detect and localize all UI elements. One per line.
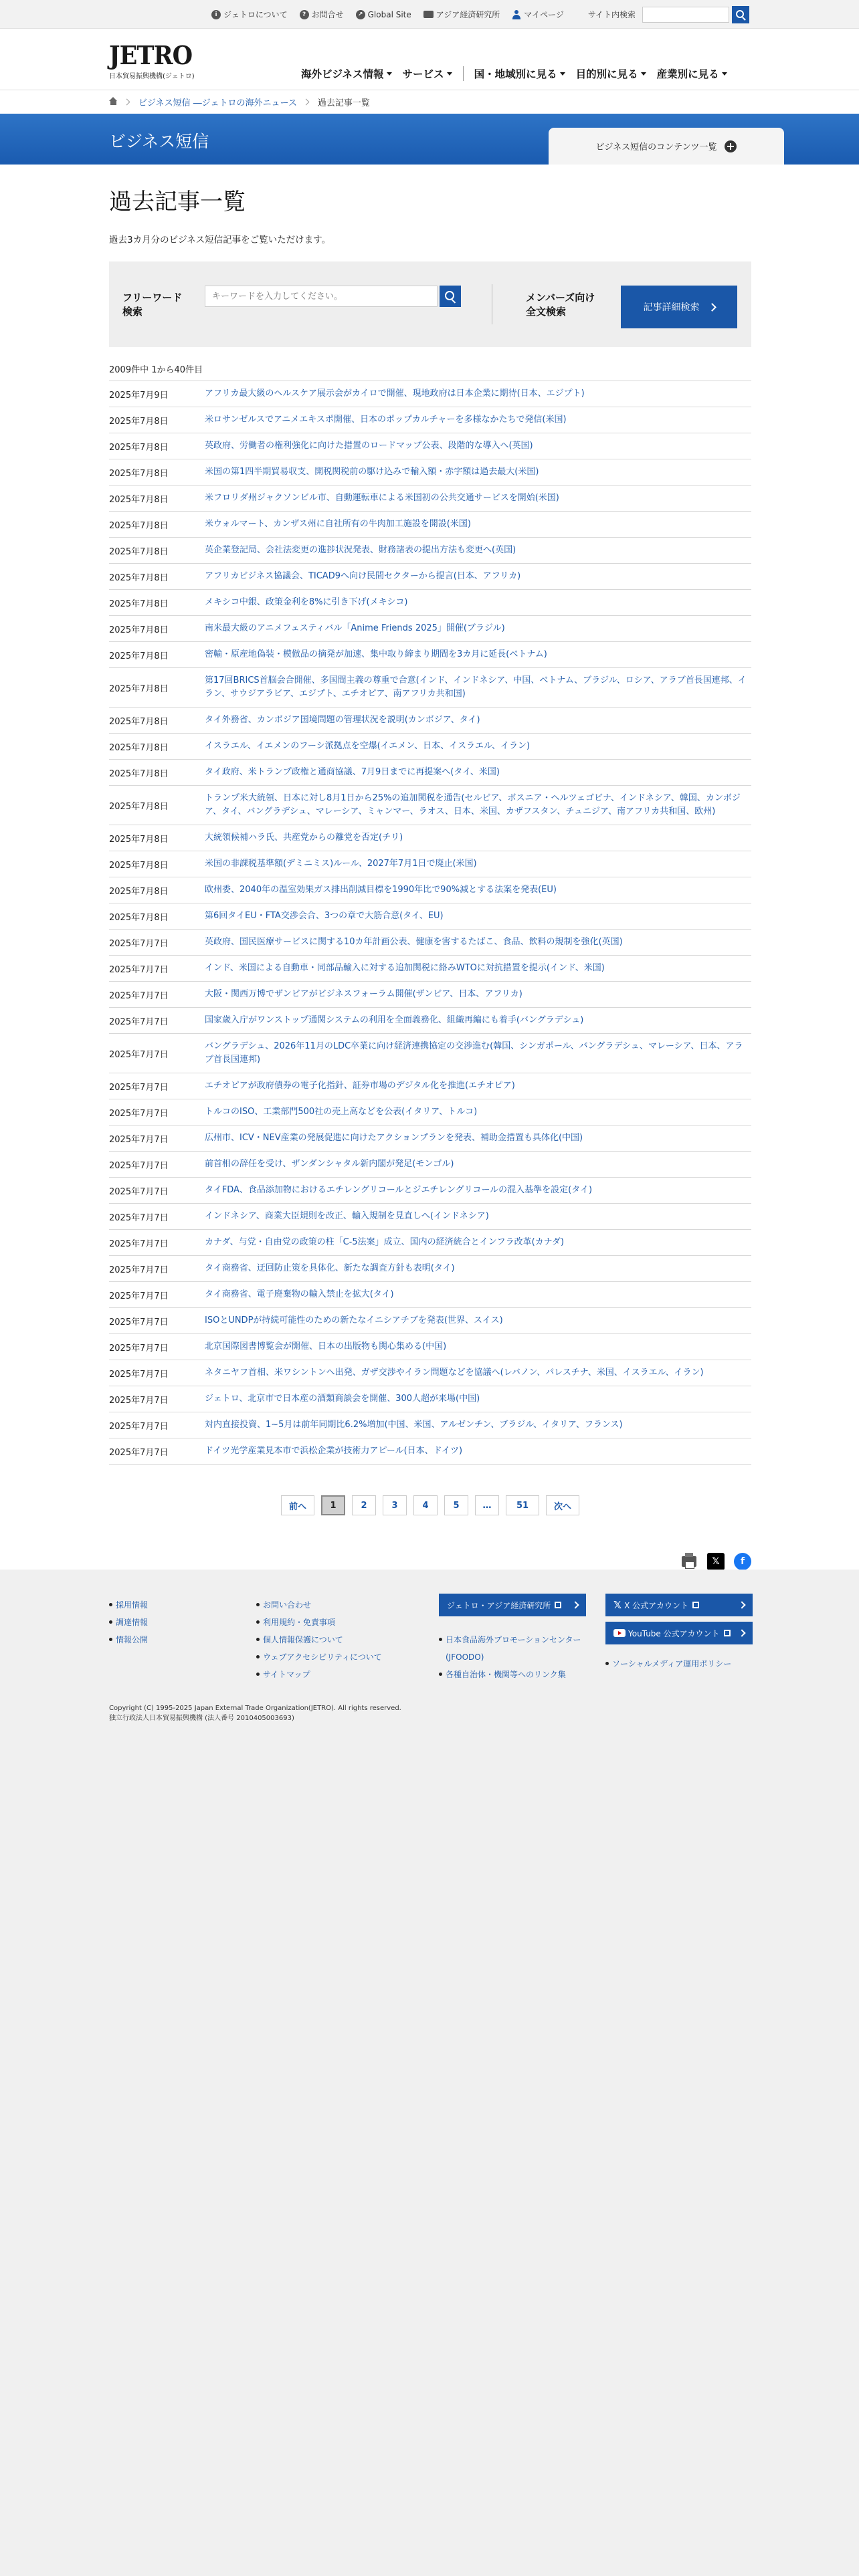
article-link[interactable]: ISOとUNDPが持続可能性のための新たなイニシアチブを発表(世界、スイス) <box>205 1315 503 1325</box>
footer <box>0 1570 859 2576</box>
article-link[interactable]: アフリカ最大級のヘルスケア展示会がカイロで開催、現地政府は日本企業に期待(日本、エジプト) <box>205 389 585 399</box>
card-icon <box>423 11 434 18</box>
article-row <box>109 1360 751 1386</box>
article-link[interactable]: 第6回タイEU・FTA交渉会合、3つの章で大筋合意(タイ、EU) <box>205 911 444 921</box>
contents-list-tab[interactable]: ビジネス短信のコンテンツ一覧 <box>549 128 784 165</box>
article-row <box>109 1099 751 1125</box>
article-date: 2025年7月8日 <box>109 860 169 871</box>
article-row <box>109 1152 751 1178</box>
article-date: 2025年7月8日 <box>109 834 169 845</box>
article-link[interactable]: 対内直接投資、1~5月は前年同期比6.2%増加(中国、米国、アルゼンチン、ブラジル、イタリア、フランス) <box>205 1420 623 1430</box>
footer-link-links[interactable]: 各種自治体・機関等へのリンク集 <box>439 1666 593 1683</box>
article-date: 2025年7月7日 <box>109 1160 169 1171</box>
article-date: 2025年7月7日 <box>109 1186 169 1197</box>
footer-link-sns-policy[interactable]: ソーシャルメディア運用ポリシー <box>605 1655 731 1673</box>
article-row <box>109 877 751 903</box>
caret-down-icon <box>641 72 646 76</box>
article-date: 2025年7月7日 <box>109 1343 169 1354</box>
gnav-by-region[interactable]: 国・地域別に見る <box>469 66 571 81</box>
article-date: 2025年7月7日 <box>109 1082 169 1093</box>
article-row <box>109 512 751 538</box>
gnav-by-purpose[interactable]: 目的別に見る <box>571 66 652 81</box>
info-icon: i <box>211 10 221 19</box>
article-link[interactable]: タイ政府、米トランプ政権と通商協議、7月9日までに再提案へ(タイ、米国) <box>205 767 500 777</box>
article-date: 2025年7月8日 <box>109 494 169 505</box>
article-link[interactable]: 前首相の辞任を受け、ザンダンシャタル新内閣が発足(モンゴル) <box>205 1159 454 1169</box>
footer-link-privacy[interactable]: 個人情報保護について <box>256 1631 382 1648</box>
gnav-overseas-business[interactable]: 海外ビジネス情報 <box>296 66 397 81</box>
footer-link-jfoodo[interactable]: 日本食品海外プロモーションセンター(JFOODO) <box>439 1631 593 1666</box>
util-link-about[interactable]: i ジェトロについて <box>211 9 288 20</box>
article-date: 2025年7月7日 <box>109 1447 169 1458</box>
article-row <box>109 1178 751 1204</box>
external-link-icon <box>555 1602 561 1608</box>
footer-col-1 <box>109 1596 148 1648</box>
article-date: 2025年7月7日 <box>109 990 169 1001</box>
article-link[interactable]: 米フロリダ州ジャクソンビル市、自動運転車による米国初の公共交通サービスを開始(米国) <box>205 493 559 503</box>
article-row <box>109 1282 751 1308</box>
pager-ellipsis: … <box>475 1495 499 1515</box>
article-row <box>109 538 751 564</box>
article-link[interactable]: 南米最大級のアニメフェスティバル「Anime Friends 2025」開催(ブラジル) <box>205 623 505 633</box>
article-row <box>109 459 751 486</box>
copyright: Copyright (C) 1995-2025 Japan External Trade Organization(JETRO). All rights reserved. 独立行政法人日本貿易振興機構 (法人番号 2010405003693) <box>109 1705 401 1722</box>
logo-subtitle: 日本貿易振興機構(ジェトロ) <box>109 73 195 80</box>
article-date: 2025年7月7日 <box>109 1369 169 1380</box>
footer-link-sitemap[interactable]: サイトマップ <box>256 1666 382 1683</box>
pager-page-2[interactable]: 2 <box>352 1495 376 1515</box>
chevron-right-icon <box>738 1601 745 1608</box>
article-date: 2025年7月7日 <box>109 1291 169 1301</box>
article-row <box>109 851 751 877</box>
article-row <box>109 786 751 825</box>
article-row <box>109 381 751 407</box>
search-panel <box>109 261 751 347</box>
site-search-button[interactable] <box>732 6 749 23</box>
article-date: 2025年7月8日 <box>109 651 169 661</box>
page-title: 過去記事一覧 <box>109 189 246 215</box>
article-row <box>109 1256 751 1282</box>
article-row <box>109 590 751 616</box>
article-link[interactable]: バングラデシュ、2026年11月のLDC卒業に向け経済連携協定の交渉進む(韓国、シンガポール、バングラデシュ、マレーシア、日本、アラブ首長国連邦) <box>205 1041 743 1065</box>
article-date: 2025年7月7日 <box>109 1134 169 1145</box>
article-link[interactable]: タイFDA、食品添加物におけるエチレングリコールとジエチレングリコールの混入基準を設定(タイ) <box>205 1185 593 1195</box>
article-date: 2025年7月8日 <box>109 768 169 779</box>
article-row <box>109 407 751 433</box>
facebook-icon: f <box>740 1556 745 1567</box>
header <box>0 29 859 90</box>
article-row <box>109 1308 751 1334</box>
external-link-icon <box>724 1630 731 1636</box>
article-row <box>109 1008 751 1034</box>
article-row <box>109 1204 751 1230</box>
footer-link-accessibility[interactable]: ウェブアクセシビリティについて <box>256 1648 382 1666</box>
article-link[interactable]: インドネシア、商業大臣規則を改正、輸入規制を見直しへ(インドネシア) <box>205 1211 489 1221</box>
advanced-search-button[interactable]: 記事詳細検索 <box>621 286 737 328</box>
global-nav <box>296 66 733 81</box>
share-facebook-button[interactable] <box>734 1553 751 1570</box>
article-link[interactable]: 英政府、国民医療サービスに関する10カ年計画公表、健康を害するたばこ、食品、飲料の規制を強化(英国) <box>205 937 623 947</box>
article-row <box>109 433 751 459</box>
article-link[interactable]: トランプ米大統領、日本に対し8月1日から25%の追加関税を通告(セルビア、ボスニア・ヘルツェゴビナ、インドネシア、韓国、カンボジア、タイ、バングラデシュ、マレーシア、ミャンマー、ラオス、日本、米国、カザフスタン、チュニジア、南アフリカ共和国、欧州) <box>205 793 741 817</box>
article-row <box>109 616 751 642</box>
article-date: 2025年7月7日 <box>109 1212 169 1223</box>
pagination <box>109 1495 751 1515</box>
util-link-ide[interactable]: アジア経済研究所 <box>423 9 500 20</box>
article-link[interactable]: 密輸・原産地偽装・模倣品の摘発が加速、集中取り締まり期間を3カ月に延長(ベトナム) <box>205 649 547 659</box>
article-row <box>109 1334 751 1360</box>
article-link[interactable]: 広州市、ICV・NEV産業の発展促進に向けたアクションプランを発表、補助金措置も具体化(中国) <box>205 1133 583 1143</box>
x-logo-icon: 𝕏 <box>613 1599 622 1611</box>
main-content <box>109 165 751 1606</box>
free-word-input[interactable] <box>205 286 438 307</box>
chevron-right-icon <box>302 99 309 106</box>
article-date: 2025年7月8日 <box>109 742 169 753</box>
x-account-button[interactable]: 𝕏 X 公式アカウント <box>605 1594 753 1616</box>
pager-page-1[interactable]: 1 <box>321 1495 345 1515</box>
article-link[interactable]: 米ロサンゼルスでアニメエキスポ開催、日本のポップカルチャーを多様なかたちで発信(米国) <box>205 415 567 425</box>
x-logo-icon: 𝕏 <box>712 1556 720 1567</box>
home-icon <box>109 97 118 105</box>
article-row <box>109 956 751 982</box>
article-link[interactable]: ドイツ光学産業見本市で浜松企業が技術力アピール(日本、ドイツ) <box>205 1446 463 1456</box>
footer-link-procurement[interactable]: 調達情報 <box>109 1614 148 1631</box>
gnav-services[interactable]: サービス <box>397 66 458 81</box>
article-date: 2025年7月8日 <box>109 599 169 609</box>
article-row <box>109 1034 751 1073</box>
article-row <box>109 642 751 668</box>
article-row <box>109 1386 751 1412</box>
article-date: 2025年7月8日 <box>109 683 169 694</box>
util-link-global-site[interactable]: ↗ Global Site <box>356 10 411 19</box>
print-button[interactable] <box>680 1553 698 1570</box>
article-row <box>109 760 751 786</box>
article-link[interactable]: 米ウォルマート、カンザス州に自社所有の牛肉加工施設を開設(米国) <box>205 519 471 529</box>
article-date: 2025年7月8日 <box>109 912 169 923</box>
article-link[interactable]: 米国の非課税基準額(デミニミス)ルール、2027年7月1日で廃止(米国) <box>205 859 477 869</box>
caret-down-icon <box>387 72 392 76</box>
chevron-right-icon <box>708 303 717 312</box>
caret-down-icon <box>560 72 565 76</box>
members-search-label: メンバーズ向け 全文検索 <box>526 292 595 318</box>
external-link-icon <box>692 1602 699 1608</box>
pager-page-51[interactable]: 51 <box>506 1495 539 1515</box>
breadcrumb <box>0 90 859 114</box>
footer-col-4 <box>605 1655 731 1673</box>
share-x-button[interactable] <box>707 1553 725 1570</box>
breadcrumb-current: 過去記事一覧 <box>317 98 370 108</box>
article-link[interactable]: 英企業登記局、会社法変更の進捗状況発表、財務諸表の提出方法も変更へ(英国) <box>205 545 516 555</box>
caret-down-icon <box>447 72 452 76</box>
article-date: 2025年7月8日 <box>109 520 169 531</box>
article-date: 2025年7月8日 <box>109 572 169 583</box>
article-date: 2025年7月7日 <box>109 1395 169 1406</box>
footer-link-terms[interactable]: 利用規約・免責事項 <box>256 1614 382 1631</box>
article-row <box>109 930 751 956</box>
article-link[interactable]: 第17回BRICS首脳会合開催、多国間主義の尊重で合意(インド、インドネシア、中国、ベトナム、ブラジル、ロシア、アラブ首長国連邦、イラン、サウジアラビア、エジプト、エチオピア、南アフリカ共和国) <box>205 675 747 699</box>
article-link[interactable]: 大統領候補ハラ氏、共産党からの離党を否定(チリ) <box>205 833 403 843</box>
free-word-search-button[interactable] <box>440 286 461 307</box>
caret-down-icon <box>722 72 727 76</box>
article-link[interactable]: メキシコ中銀、政策金利を8%に引き下げ(メキシコ) <box>205 597 408 607</box>
article-date: 2025年7月9日 <box>109 390 169 401</box>
article-link[interactable]: ネタニヤフ首相、米ワシントンへ出発、ガザ交渉やイラン問題などを協議へ(レバノン、パレスチナ、米国、イスラエル、イラン) <box>205 1368 704 1378</box>
chevron-right-icon <box>738 1629 745 1636</box>
article-date: 2025年7月8日 <box>109 801 169 812</box>
footer-col-3 <box>439 1631 593 1683</box>
site-search <box>642 6 749 23</box>
site-search-label: サイト内検索 <box>587 10 636 19</box>
site-search-input[interactable] <box>642 7 729 23</box>
util-link-mypage[interactable]: マイページ <box>512 9 564 20</box>
article-link[interactable]: 英政府、労働者の権利強化に向けた措置のロードマップ公表、段階的な導入へ(英国) <box>205 441 533 451</box>
external-link-icon: ↗ <box>356 10 365 19</box>
article-row <box>109 825 751 851</box>
article-date: 2025年7月7日 <box>109 1108 169 1119</box>
pager-next[interactable]: 次へ <box>546 1495 579 1515</box>
logo-text: JETRO <box>109 40 193 70</box>
article-row <box>109 564 751 590</box>
article-row <box>109 982 751 1008</box>
article-row <box>109 668 751 708</box>
search-icon <box>445 291 454 300</box>
pager-prev[interactable]: 前へ <box>281 1495 314 1515</box>
utility-bar <box>0 0 859 29</box>
pager-page-4[interactable]: 4 <box>413 1495 438 1515</box>
result-count: 2009件中 1から40件目 <box>109 365 203 375</box>
section-title: ビジネス短信 <box>109 132 209 151</box>
article-row <box>109 1230 751 1256</box>
footer-col-2 <box>256 1596 382 1683</box>
breadcrumb-biz-news[interactable]: ビジネス短信 ―ジェトロの海外ニュース <box>138 98 297 108</box>
question-icon: ? <box>300 10 309 19</box>
article-date: 2025年7月7日 <box>109 1016 169 1027</box>
article-date: 2025年7月7日 <box>109 1421 169 1432</box>
article-link[interactable]: トルコのISO、工業部門500社の売上高などを公表(イタリア、トルコ) <box>205 1107 478 1117</box>
article-date: 2025年7月8日 <box>109 442 169 453</box>
article-row <box>109 1073 751 1099</box>
article-date: 2025年7月7日 <box>109 938 169 949</box>
chevron-right-icon <box>571 1601 579 1608</box>
article-link[interactable]: アフリカビジネス協議会、TICAD9へ向け民間セクターから提言(日本、アフリカ) <box>205 571 521 581</box>
article-row <box>109 708 751 734</box>
article-date: 2025年7月8日 <box>109 625 169 635</box>
share-buttons <box>109 1553 751 1570</box>
article-link[interactable]: 北京国際図書博覧会が開催、日本の出版物も関心集める(中国) <box>205 1341 447 1352</box>
youtube-icon <box>613 1629 626 1637</box>
article-date: 2025年7月8日 <box>109 716 169 727</box>
free-word-label: フリーワード 検索 <box>122 292 183 318</box>
pager-page-3[interactable]: 3 <box>383 1495 407 1515</box>
article-link[interactable]: インド、米国による自動車・同部品輸入に対する追加関税に絡みWTOに対抗措置を提示(インド、米国) <box>205 963 605 973</box>
chevron-right-icon <box>124 99 130 106</box>
article-row <box>109 486 751 512</box>
article-date: 2025年7月7日 <box>109 1239 169 1249</box>
article-link[interactable]: 欧州委、2040年の温室効果ガス排出削減目標を1990年比で90%減とする法案を発表(EU) <box>205 885 557 895</box>
article-row <box>109 1125 751 1152</box>
pager-page-5[interactable]: 5 <box>444 1495 468 1515</box>
article-date: 2025年7月7日 <box>109 964 169 975</box>
logo[interactable] <box>109 42 199 80</box>
print-icon <box>682 1556 696 1567</box>
article-date: 2025年7月7日 <box>109 1265 169 1275</box>
article-date: 2025年7月8日 <box>109 546 169 557</box>
article-date: 2025年7月8日 <box>109 468 169 479</box>
search-icon <box>736 10 744 18</box>
article-row <box>109 1412 751 1438</box>
breadcrumb-home[interactable] <box>109 97 118 108</box>
article-link[interactable]: ジェトロ、北京市で日本産の酒類商談会を開催、300人超が来場(中国) <box>205 1394 480 1404</box>
article-date: 2025年7月7日 <box>109 1049 169 1060</box>
footer-link-contact[interactable]: お問い合わせ <box>256 1596 382 1614</box>
article-row <box>109 1438 751 1465</box>
article-link[interactable]: タイ外務省、カンボジア国境問題の管理状況を説明(カンボジア、タイ) <box>205 715 480 725</box>
article-date: 2025年7月8日 <box>109 416 169 427</box>
article-link[interactable]: カナダ、与党・自由党の政策の柱「C-5法案」成立、国内の経済統合とインフラ改革(カナダ) <box>205 1237 565 1247</box>
article-link[interactable]: エチオピアが政府債券の電子化指針、証券市場のデジタル化を推進(エチオピア) <box>205 1081 515 1091</box>
page-description: 過去3カ月分のビジネス短信記事をご覧いただけます。 <box>109 235 331 245</box>
article-link[interactable]: 大阪・関西万博でザンビアがビジネスフォーラム開催(ザンビア、日本、アフリカ) <box>205 989 522 999</box>
footer-link-recruit[interactable]: 採用情報 <box>109 1596 148 1614</box>
article-link[interactable]: 米国の第1四半期貿易収支、開税関税前の駆け込みで輸入額・赤字額は過去最大(米国) <box>205 467 539 477</box>
person-icon <box>512 10 521 19</box>
article-link[interactable]: イスラエル、イエメンのフーシ派拠点を空爆(イエメン、日本、イスラエル、イラン) <box>205 741 531 751</box>
article-link[interactable]: 国家歳入庁がワンストップ通関システムの利用を全面義務化、組織再編にも着手(バングラデシュ) <box>205 1015 584 1025</box>
plus-circle-icon <box>725 140 737 152</box>
util-link-contact[interactable]: ? お問合せ <box>300 9 344 20</box>
gnav-by-industry[interactable]: 産業別に見る <box>652 66 733 81</box>
article-row <box>109 734 751 760</box>
nav-divider <box>463 66 464 81</box>
article-link[interactable]: タイ商務省、電子廃棄物の輸入禁止を拡大(タイ) <box>205 1289 394 1299</box>
article-list <box>109 381 751 1465</box>
ide-button[interactable]: ジェトロ・アジア経済研究所 <box>439 1594 586 1616</box>
article-date: 2025年7月7日 <box>109 1317 169 1327</box>
article-link[interactable]: タイ商務省、迂回防止策を具体化、新たな調査方針も表明(タイ) <box>205 1263 455 1273</box>
youtube-account-button[interactable]: YouTube 公式アカウント <box>605 1622 753 1644</box>
section-band <box>0 114 859 165</box>
footer-link-disclosure[interactable]: 情報公開 <box>109 1631 148 1648</box>
article-row <box>109 903 751 930</box>
article-date: 2025年7月8日 <box>109 886 169 897</box>
